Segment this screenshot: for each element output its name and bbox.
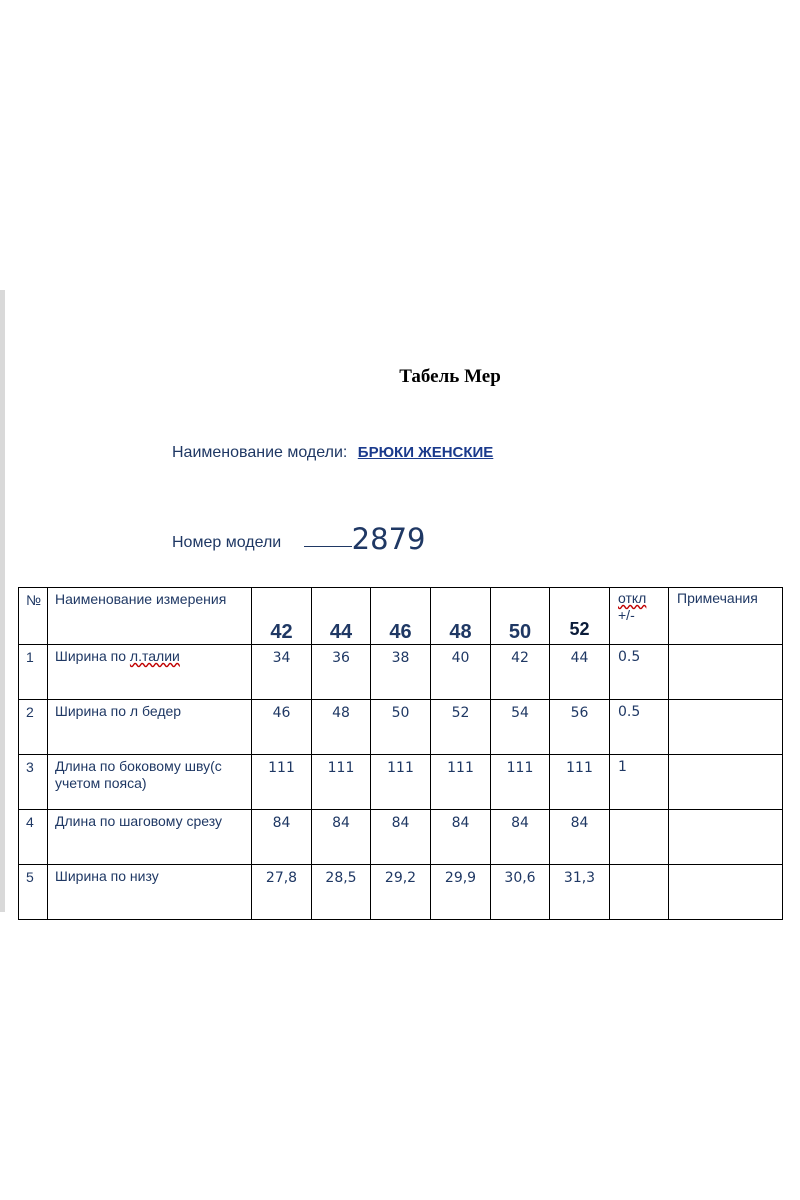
row-value: 29,9 (431, 865, 491, 920)
row-value: 28,5 (312, 865, 371, 920)
row-note (669, 645, 783, 700)
model-number-value: 2879 (351, 522, 426, 556)
row-value: 84 (371, 810, 431, 865)
row-name: Длина по боковому шву(с учетом пояса) (48, 755, 252, 810)
header-size (371, 588, 431, 645)
row-num: 1 (19, 645, 48, 700)
model-name-value: БРЮКИ ЖЕНСКИЕ (357, 444, 494, 461)
table-row (19, 700, 783, 755)
row-value: 29,2 (371, 865, 431, 920)
row-value: 111 (312, 755, 371, 810)
row-note (669, 810, 783, 865)
row-tolerance: 0.5 (610, 645, 669, 700)
header-size-label: 42 (270, 621, 293, 643)
model-name-label: Наименование модели: (172, 444, 348, 461)
row-name: Ширина по низу (48, 865, 252, 920)
header-tolerance-b: +/- (618, 607, 635, 623)
row-value: 34 (252, 645, 312, 700)
table-row (19, 645, 783, 700)
row-value: 111 (252, 755, 312, 810)
row-note (669, 755, 783, 810)
measurements-table (18, 587, 783, 920)
header-size-label: 44 (329, 621, 353, 643)
header-tolerance (610, 588, 669, 645)
row-tolerance: 0.5 (610, 700, 669, 755)
row-value: 36 (312, 645, 371, 700)
row-value: 40 (431, 645, 491, 700)
document-title: Табель Мер (399, 366, 501, 387)
row-num: 5 (19, 865, 48, 920)
row-value: 84 (491, 810, 550, 865)
row-name-prefix: Ширина по (55, 648, 130, 664)
row-name-misspelled: л.талии (129, 648, 180, 664)
header-name: Наименование измерения (48, 588, 252, 645)
header-size (491, 588, 550, 645)
table-row (19, 865, 783, 920)
model-number-underline (304, 546, 352, 547)
header-num: № (19, 588, 48, 645)
row-tolerance: 1 (610, 755, 669, 810)
row-value: 46 (252, 700, 312, 755)
row-value: 111 (491, 755, 550, 810)
row-note (669, 865, 783, 920)
table-row (19, 755, 783, 810)
row-value: 111 (371, 755, 431, 810)
row-value: 44 (550, 645, 610, 700)
row-value: 27,8 (252, 865, 312, 920)
header-size (312, 588, 371, 645)
header-size (550, 588, 610, 645)
header-size (252, 588, 312, 645)
model-number-label: Номер модели (172, 534, 282, 551)
table-header-row (19, 588, 783, 645)
row-name: Длина по шаговому срезу (48, 810, 252, 865)
table-row (19, 810, 783, 865)
row-num: 2 (19, 700, 48, 755)
header-size-label: 52 (569, 619, 590, 639)
header-size (431, 588, 491, 645)
row-tolerance (610, 865, 669, 920)
row-value: 84 (252, 810, 312, 865)
row-value: 84 (550, 810, 610, 865)
row-name (48, 645, 252, 700)
row-value: 30,6 (491, 865, 550, 920)
row-value: 38 (371, 645, 431, 700)
row-value: 42 (491, 645, 550, 700)
model-name-row (172, 444, 493, 462)
header-notes: Примечания (669, 588, 783, 645)
row-num: 3 (19, 755, 48, 810)
row-value: 54 (491, 700, 550, 755)
row-value: 48 (312, 700, 371, 755)
row-value: 84 (312, 810, 371, 865)
model-number-row (172, 522, 425, 556)
row-num: 4 (19, 810, 48, 865)
header-size-label: 48 (449, 621, 472, 643)
row-value: 52 (431, 700, 491, 755)
row-tolerance (610, 810, 669, 865)
row-note (669, 700, 783, 755)
row-value: 84 (431, 810, 491, 865)
row-value: 111 (550, 755, 610, 810)
header-tolerance-a: откл (618, 590, 647, 606)
row-value: 56 (550, 700, 610, 755)
row-name: Ширина по л бедер (48, 700, 252, 755)
row-value: 50 (371, 700, 431, 755)
header-size-label: 50 (508, 621, 532, 643)
header-size-label: 46 (389, 621, 412, 643)
row-value: 111 (431, 755, 491, 810)
row-value: 31,3 (550, 865, 610, 920)
